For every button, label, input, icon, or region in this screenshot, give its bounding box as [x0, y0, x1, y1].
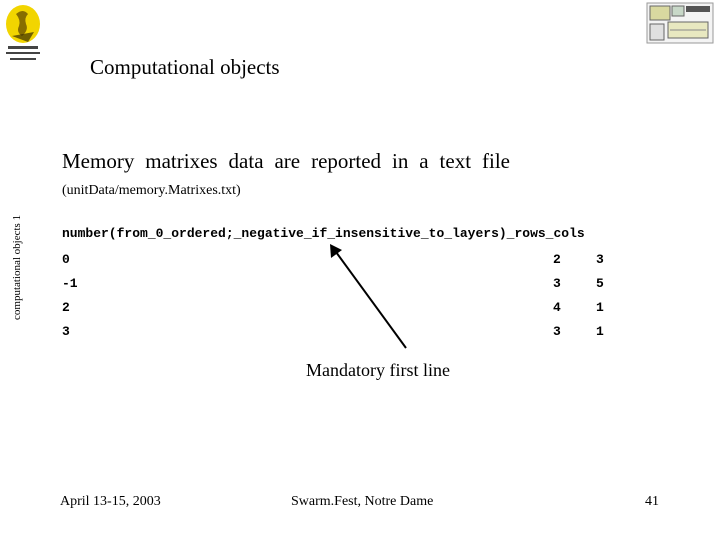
page-number: 41 — [645, 494, 659, 509]
body-text — [62, 148, 510, 204]
institute-logo — [646, 2, 714, 44]
body-main-text: Memory matrixes data are reported in a text file — [62, 149, 510, 173]
matrix-row — [62, 276, 622, 292]
matrix-cell: 3 — [553, 276, 561, 291]
matrix-row — [62, 324, 622, 340]
side-label: computational objects 1 — [11, 214, 23, 320]
matrix-cell: 2 — [553, 252, 561, 267]
matrix-cell: 3 — [553, 324, 561, 339]
matrix-cell: -1 — [62, 276, 78, 291]
matrix-cell: 2 — [62, 300, 70, 315]
file-path-text: (unitData/memory.Matrixes.txt) — [62, 183, 241, 198]
matrix-cell: 3 — [596, 252, 604, 267]
matrix-cell: 1 — [596, 300, 604, 315]
code-header-line: number(from_0_ordered;_negative_if_insensitive_to_layers)_rows_cols — [62, 226, 585, 241]
slide-title: Computational objects — [90, 55, 280, 79]
matrix-cell: 3 — [62, 324, 70, 339]
matrix-row — [62, 252, 622, 268]
annotation-label: Mandatory first line — [306, 360, 450, 380]
matrix-cell: 1 — [596, 324, 604, 339]
footer-date: April 13-15, 2003 — [60, 494, 161, 509]
matrix-cell: 0 — [62, 252, 70, 267]
matrix-cell: 5 — [596, 276, 604, 291]
faculty-logo — [2, 2, 44, 68]
matrix-cell: 4 — [553, 300, 561, 315]
matrix-row — [62, 300, 622, 316]
footer-event: Swarm.Fest, Notre Dame — [291, 494, 434, 509]
